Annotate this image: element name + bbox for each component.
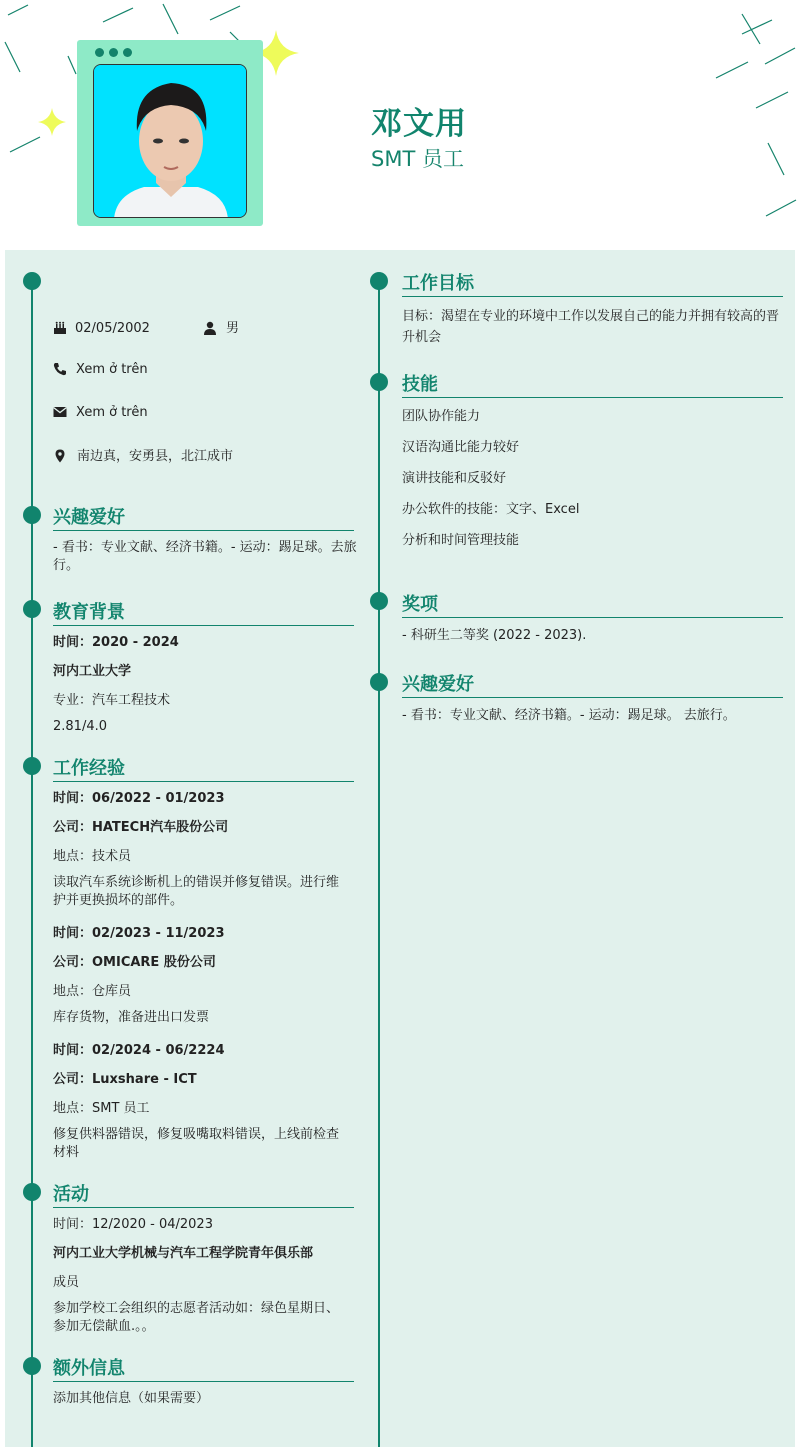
section-divider: [402, 697, 783, 698]
birthday-cake-icon: [53, 321, 67, 335]
job-position: 地点：技术员: [53, 849, 132, 864]
address: 南边真，安勇县，北江成市: [77, 449, 234, 464]
job-time: 时间：02/2023 - 11/2023: [53, 926, 225, 941]
education-time: 时间：2020 - 2024: [53, 635, 179, 650]
awards-title: 奖项: [402, 594, 438, 615]
candidate-name: 邓文用: [371, 106, 467, 142]
phone-icon: [53, 362, 67, 376]
resume-header: [0, 0, 800, 250]
objective-title: 工作目标: [402, 273, 474, 294]
hobbies-text: - 看书：专业文献、经济书籍。- 运动：踢足球。去旅行。: [53, 540, 357, 573]
timeline-node: [370, 373, 388, 391]
timeline-node: [23, 272, 41, 290]
timeline-node: [23, 1357, 41, 1375]
job-time: 时间：02/2024 - 06/2224: [53, 1043, 225, 1058]
job-position: 地点：仓库员: [53, 984, 132, 999]
birthday: 02/05/2002: [75, 321, 150, 336]
right-hobbies-text: - 看书：专业文献、经济书籍。- 运动：踢足球。 去旅行。: [402, 708, 736, 723]
skill-item: 团队协作能力: [402, 409, 481, 424]
activity-organization: 河内工业大学机械与汽车工程学院青年俱乐部: [53, 1246, 314, 1261]
profile-photo: [93, 64, 247, 218]
timeline-node: [370, 673, 388, 691]
sparkle-star-small: [38, 108, 66, 136]
section-divider: [53, 781, 354, 782]
photo-frame: [77, 40, 263, 226]
window-dots: [95, 48, 132, 57]
activity-role: 成员: [53, 1275, 80, 1290]
education-school: 河内工业大学: [53, 664, 132, 679]
job-company: 公司：HATECH汽车股份公司: [53, 820, 229, 835]
timeline-node: [23, 1183, 41, 1201]
education-major: 专业：汽车工程技术: [53, 693, 171, 708]
user-icon: [203, 321, 217, 335]
timeline-node: [23, 757, 41, 775]
skill-item: 办公软件的技能：文字、Excel: [402, 502, 580, 517]
section-divider: [402, 397, 783, 398]
awards-text: - 科研生二等奖 (2022 - 2023).: [402, 628, 587, 643]
objective-text: 目标：渴望在专业的环境中工作以发展自己的能力并拥有较高的晋升机会: [402, 309, 780, 345]
job-company: 公司：OMICARE 股份公司: [53, 955, 216, 970]
activities-title: 活动: [53, 1184, 89, 1205]
timeline-node: [370, 592, 388, 610]
extra-info-text: 添加其他信息（如果需要）: [53, 1391, 210, 1406]
section-divider: [53, 1381, 354, 1382]
activity-time: 时间：12/2020 - 04/2023: [53, 1217, 213, 1232]
job-description: 读取汽车系统诊断机上的错误并修复错误。进行维护并更换损坏的部件。: [53, 875, 340, 908]
section-divider: [402, 296, 783, 297]
skills-title: 技能: [402, 374, 438, 395]
right-timeline: [378, 280, 380, 1447]
skill-item: 演讲技能和反驳好: [402, 471, 507, 486]
resume-body: [5, 250, 795, 1447]
job-description: 库存货物，准备进出口发票: [53, 1010, 210, 1025]
right-hobbies-title: 兴趣爱好: [402, 674, 474, 695]
phone: Xem ở trên: [76, 362, 148, 377]
job-description: 修复供料器错误，修复吸嘴取料错误，上线前检查材料: [53, 1127, 340, 1160]
hobbies-title: 兴趣爱好: [53, 507, 125, 528]
gender: 男: [226, 321, 240, 336]
timeline-node: [23, 600, 41, 618]
section-divider: [53, 625, 354, 626]
work-title: 工作经验: [53, 758, 125, 779]
education-gpa: 2.81/4.0: [53, 719, 107, 734]
job-position: 地点：SMT 员工: [53, 1101, 150, 1116]
timeline-node: [23, 506, 41, 524]
section-divider: [53, 1207, 354, 1208]
job-company: 公司：Luxshare - ICT: [53, 1072, 197, 1087]
section-divider: [402, 617, 783, 618]
job-time: 时间：06/2022 - 01/2023: [53, 791, 225, 806]
section-divider: [53, 530, 354, 531]
left-timeline: [31, 280, 33, 1447]
skill-item: 分析和时间管理技能: [402, 533, 520, 548]
email: Xem ở trên: [76, 405, 148, 420]
candidate-job-title: SMT 员工: [371, 147, 464, 171]
activity-description: 参加学校工会组织的志愿者活动如：绿色星期日、参加无偿献血.。。: [53, 1301, 340, 1334]
education-title: 教育背景: [53, 602, 125, 623]
skill-item: 汉语沟通比能力较好: [402, 440, 520, 455]
email-icon: [53, 405, 67, 419]
extra-info-title: 额外信息: [53, 1358, 125, 1379]
timeline-node: [370, 272, 388, 290]
location-pin-icon: [53, 449, 67, 463]
